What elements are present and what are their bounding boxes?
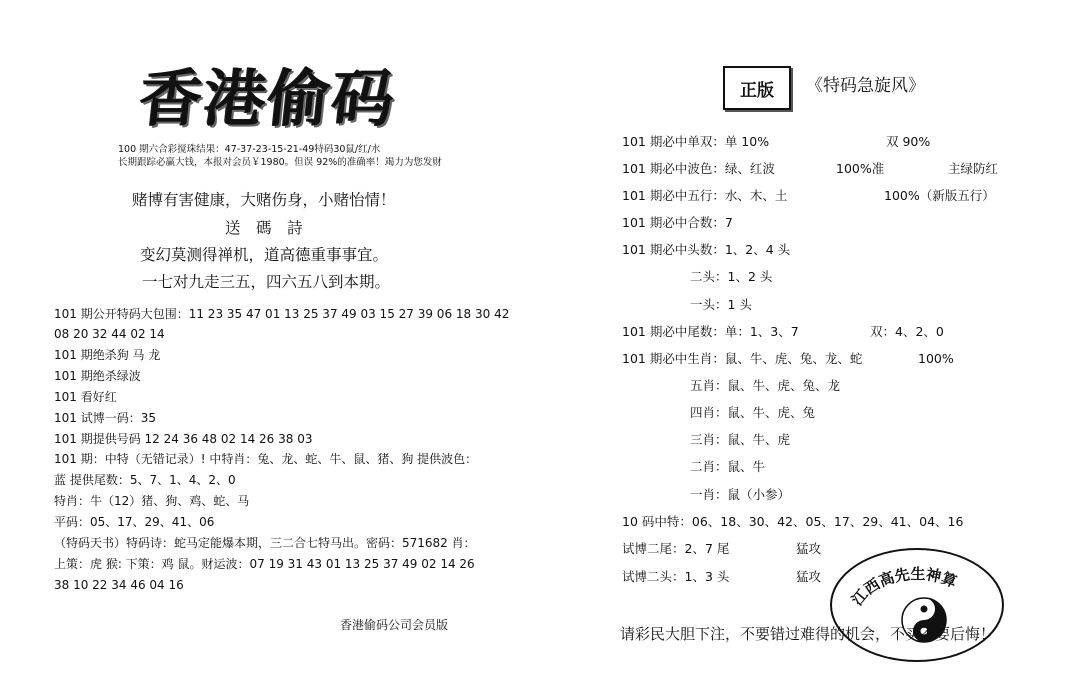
right-line: 三肖：鼠、牛、虎 (690, 432, 791, 447)
right-line: 101 期必中生肖：鼠、牛、虎、兔、龙、蛇 (622, 351, 863, 366)
yin-yang-stamp (830, 548, 1004, 662)
body-line: （特码天书）特码诗：蛇马定能爆本期，三二合七特马出。密码：571682 肖： (54, 536, 476, 550)
right-line: 101 期必中尾数：单：1、3、7 (622, 324, 799, 339)
body-line: 特肖：牛（12）猪、狗、鸡、蛇、马 (54, 494, 250, 508)
right-line: 试博二头：1、3 头 (622, 569, 730, 584)
body-line: 101 期公开特码大包围：11 23 35 47 01 13 25 37 49 03 15 27 39 06 18 30 42 (54, 307, 510, 321)
body-line: 101 试博一码：35 (54, 411, 156, 425)
poem-line-2: 一七对九走三五，四六五八到本期。 (142, 273, 391, 291)
right-line: 101 期必中五行：水、木、土 (622, 188, 788, 203)
right-line: 二头：1、2 头 (690, 269, 773, 284)
right-line: 四肖：鼠、牛、虎、兔 (690, 405, 816, 420)
right-line: 一头：1 头 (690, 297, 752, 312)
right-line-col2: 双 90% (886, 134, 931, 149)
right-line: 一肖：鼠（小参） (690, 487, 791, 502)
logo-title: 香港偷码 (136, 62, 400, 135)
left-footer: 香港偷码公司会员版 (340, 618, 449, 632)
right-line: 二肖：鼠、牛 (690, 459, 766, 474)
right-line-col2: 100% (918, 351, 954, 366)
right-line: 101 期必中头数：1、2、4 头 (622, 242, 791, 257)
genuine-badge: 正版 (723, 66, 791, 110)
right-line: 五肖：鼠、牛、虎、兔、龙 (690, 378, 841, 393)
body-line: 101 期：中特（无错记录）! 中特肖：兔、龙、蛇、牛、鼠、猪、狗 提供波色： (54, 452, 478, 466)
body-line: 上策：虎 猴: 下策：鸡 鼠。财运波：07 19 31 43 01 13 25 37 49 02 14 26 (54, 557, 475, 571)
body-line: 101 期绝杀狗 马 龙 (54, 348, 161, 362)
right-title: 《特码急旋风》 (806, 76, 925, 96)
body-line: 蓝 提供尾数：5、7、1、4、2、0 (54, 473, 236, 487)
info-line-2: 长期跟踪必赢大钱，本报对会员￥1980。但误 92%的准确率！竭力为您发财 (118, 157, 442, 168)
right-line: 试博二尾：2、7 尾 (622, 541, 730, 556)
right-line-col2: 猛攻 (796, 541, 822, 556)
poem-title: 送 碼 詩 (225, 219, 303, 237)
body-line: 平码：05、17、29、41、06 (54, 515, 215, 529)
body-line: 101 看好红 (54, 390, 117, 404)
body-line: 08 20 32 44 02 14 (54, 327, 165, 341)
right-line-col2: 100%（新版五行） (884, 188, 995, 203)
body-line: 101 期绝杀绿波 (54, 369, 141, 383)
right-line-col3: 主绿防红 (948, 161, 999, 176)
stamp-text: 江西高先生神算 (848, 565, 960, 609)
body-line: 101 期提供号码 12 24 36 48 02 14 26 38 03 (54, 432, 313, 446)
svg-text:江西高先生神算 (847, 565, 959, 610)
body-line: 38 10 22 34 46 04 16 (54, 578, 184, 592)
right-line-col2: 猛攻 (796, 569, 822, 584)
right-line-col2: 双：4、2、0 (870, 324, 944, 339)
info-line-1: 100 期六合彩搅珠结果：47-37-23-15-21-49特码30鼠/红/水 (118, 144, 381, 155)
right-line: 101 期必中波色：绿、红波 (622, 161, 775, 176)
right-line: 101 期必中单双：单 10% (622, 134, 770, 149)
right-footer: 请彩民大胆下注，不要错过难得的机会，不买不要后悔！ (620, 625, 996, 643)
slogan: 赌博有害健康，大赌伤身，小赌怡情！ (132, 191, 396, 209)
poem-line-1: 变幻莫测得禅机，道高德重事事宜。 (140, 246, 389, 264)
right-line: 10 码中特：06、18、30、42、05、17、29、41、04、16 (622, 514, 964, 529)
right-line-col2: 100%准 (836, 161, 885, 176)
right-line: 101 期必中合数：7 (622, 215, 733, 230)
